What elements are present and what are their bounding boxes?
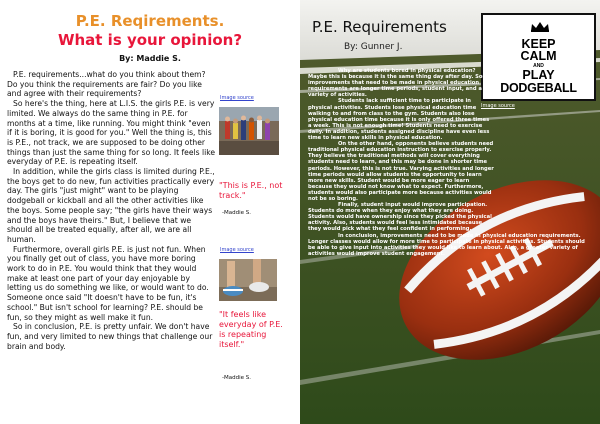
- left-paragraph-2: So here's the thing, here at L.I.S. the girls P.E. is very limited. We always do the same thing in P.E. for months at a time, like running. You might think "even if it is boring, it is good for you." Well the thing is, this is P.E., not track, we are supposed to be doing other things than just the same thing for so long. It feels like everyday of P.E. is repeating itself.: [7, 99, 215, 167]
- image-source-link-2[interactable]: Image source: [220, 247, 254, 253]
- poster-line-and: AND: [533, 63, 544, 69]
- left-title-line1: P.E. Reqirements.: [75, 12, 225, 30]
- left-paragraph-5: So in conclusion, P.E. is pretty unfair. We don't have fun, and very limited to new things that challenge our brain and body.: [7, 322, 213, 351]
- right-image-source-link[interactable]: Image source: [481, 103, 515, 109]
- right-title: P.E. Requirements: [312, 18, 447, 36]
- running-feet-photo: [219, 259, 277, 301]
- pull-quote-1-author: -Maddie S.: [222, 210, 251, 216]
- right-paragraph-4: Finally, student input would improve participation. Students do more when they enjoy what they are doing. Students would have ownership since they picked the physical activity. Also, students would feel less intimidated because they would pick what they feel confident in performing.: [308, 202, 492, 233]
- image-source-link-1[interactable]: Image source: [220, 95, 254, 101]
- poster-line-calm: CALM: [520, 49, 557, 63]
- keep-calm-poster: [481, 13, 596, 101]
- right-paragraph-3: On the other hand, opponents believe students need traditional physical education instruction to exercise properly. They believe the traditional methods will cover everything students need to learn, and this may be done in shorter time periods. However, this is not true. Varying activities and longer time periods would allow students the opportunity to learn more new skills. Student would be more eager to learn because they would not know what to expect. Furthermore, students would also participate more because activities would not be so boring.: [308, 141, 494, 202]
- poster-line-play: PLAY: [522, 68, 555, 82]
- left-paragraph-3: In addition, while the girls class is limited during P.E., the boys get to do new, fun activities practically every day. The girls "just might" want to be playing dodgeball or kickball and all the other activities like the boys. Some people say; "the girls have their ways and the boys have theirs." But, I believe that we should all be treated equally, after all, we are all human.: [7, 167, 215, 244]
- poster-line-keep: KEEP: [521, 37, 556, 51]
- right-paragraph-2: Students lack sufficient time to participate in physical activities. Students lose physical education time walking to and from class to the gym. Students also lose physical education time because it is only offered three times a week. This is not enough time! Students need to exercise daily. In addition, students assigned discipline have even less time to learn new skills in physical education.: [308, 98, 490, 142]
- pull-quote-1: "This is P.E., not track.": [219, 181, 283, 200]
- right-paragraph-5: In conclusion, improvements need to be made in physical education requirements. Longer classes would allow for more time to participate in physical activities. Students should be able to give input into activities they would like to learn about. Also, a greater variety of activities would improve student engagement.: [308, 232, 585, 257]
- right-byline: By: Gunner J.: [344, 42, 403, 52]
- right-page: [300, 0, 600, 424]
- left-article-body: [7, 70, 215, 351]
- right-paragraph-1: Why are students bored in physical education? Maybe this is because it is the same thing day after day. Some improvements that need to be made in physical education requirements are longer time periods, student input, and a variety of activities.: [308, 68, 492, 99]
- left-paragraph-4: Furthermore, overall girls P.E. is just not fun. When you finally get out of class, you have more boring work to do in P.E. You would think that they would make at least one part of your day enjoyable by letting us do something we like, or would want to do. Someone once said "It doesn't have to be fun, it's school." But isn't school for learning? P.E. should be fun, so they might as well make it fun.: [7, 244, 209, 322]
- left-title-line2: What is your opinion?: [57, 31, 243, 49]
- pull-quote-2-author: -Maddie S.: [222, 375, 251, 381]
- left-byline: By: Maddie S.: [119, 54, 181, 63]
- crown-icon: [530, 21, 550, 32]
- left-paragraph-1: P.E. requirements...what do you think about them? Do you think the requirements are fair? Do you like and agree with their requirements?: [7, 70, 206, 99]
- poster-line-dodgeball: DODGEBALL: [500, 81, 577, 95]
- running-class-photo: [219, 107, 279, 155]
- pull-quote-2: "It feels like everyday of P.E. is repeating itself.": [219, 310, 283, 349]
